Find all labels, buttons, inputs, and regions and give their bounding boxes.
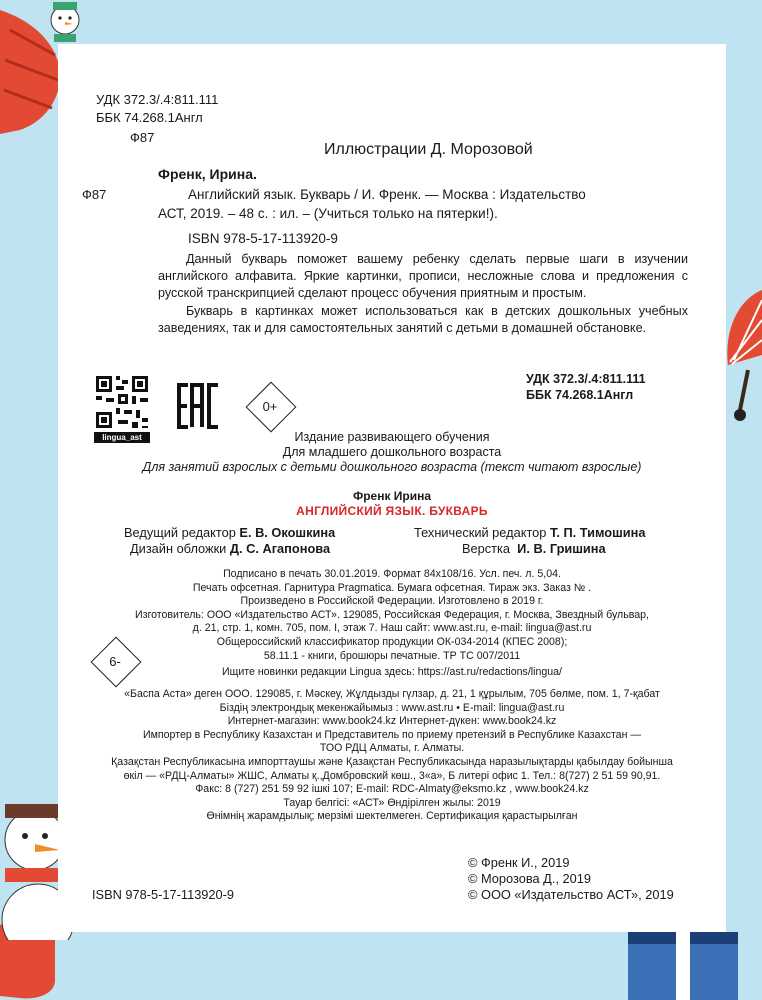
- cover-design-name: Д. С. Агапонова: [229, 541, 331, 556]
- kz-info-line: Интернет-магазин: www.book24.kz Интернет-дүкен: www.book24.kz: [227, 715, 557, 728]
- udk-code-right: УДК 372.3/.4:811.111: [526, 372, 646, 386]
- imprint-line: Произведено в Российской Федерации. Изготовлено в 2019 г.: [240, 595, 544, 608]
- imprint-line: Общероссийский классификатор продукции ОК-034-2014 (КПЕС 2008);: [216, 635, 568, 648]
- eac-certification-icon: [176, 382, 222, 430]
- author-heading: Френк, Ирина.: [158, 166, 257, 182]
- illustrator-credit: Иллюстрации Д. Морозовой: [324, 141, 533, 158]
- target-audience: Для младшего дошкольного возраста: [282, 445, 502, 459]
- kz-info-line: Факс: 8 (727) 251 59 92 ішкі 107; E-mail: RDC-Almaty@eksmo.kz , www.book24.kz: [195, 783, 589, 796]
- kz-info-line: Импортер в Республику Казахстан и Представитель по приему претензий в Республике Казахстан —: [143, 728, 641, 741]
- author-index-top: Ф87: [130, 130, 155, 145]
- kz-info-line: «Баспа Аста» деген ООО. 129085, г. Мәскеу, Жұлдызды гүлзар, д. 21, 1 құрылым, 705 бөлме, пом. 1, 7-қабат: [124, 688, 660, 700]
- kz-info-line: Тауар белгісі: «АСТ» Өндірілген жылы: 2019: [283, 796, 501, 809]
- imprint-line: Печать офсетная. Гарнитура Pragmatica. Бумага офсетная. Тираж экз. Заказ № .: [192, 581, 592, 594]
- annotation-paragraph-2: Букварь в картинках может использоваться как в детских дошкольных учебных заведениях, так и для самостоятельных занятий с детьми в домашней обстановке.: [158, 304, 688, 335]
- kz-info-line: өкіл — «РДЦ-Алматы» ЖШС, Алматы қ.,Домбровский көш., 3«а», Б литері офис 1. Тел.: 8(727) 2 51 59 90,91.: [123, 769, 661, 782]
- annotation: [158, 251, 688, 337]
- layout-name: И. В. Гришина: [517, 541, 606, 556]
- isbn-bottom: ISBN 978-5-17-113920-9: [92, 887, 235, 902]
- imprint-line: 58.11.1 - книги, брошюры печатные. ТР ТС 007/2011: [263, 649, 521, 662]
- udk-code-top: УДК 372.3/.4:811.111: [96, 92, 219, 107]
- imprint-block: [58, 568, 726, 663]
- copyright-line: © ООО «Издательство АСТ», 2019: [468, 887, 674, 902]
- kz-info-line: ТОО РДЦ Алматы, г. Алматы.: [319, 742, 465, 755]
- edition-type: Издание развивающего обучения: [294, 430, 490, 444]
- kz-info-line: Біздің электрондық мекенжайымыз : www.ast.ru • E-mail: lingua@ast.ru: [219, 701, 565, 714]
- audience-note: Для занятий взрослых с детьми дошкольного возраста (текст читают взрослые): [142, 460, 642, 474]
- qr-code-label: lingua_ast: [94, 432, 150, 443]
- kazakhstan-info-block: [58, 688, 726, 824]
- copyright-block: [468, 855, 674, 903]
- author-index-left: Ф87: [82, 187, 107, 202]
- lead-editor-label: Ведущий редактор: [124, 525, 236, 540]
- copyright-page: [58, 44, 726, 932]
- layout-credit: [462, 541, 606, 557]
- cover-design-credit: [130, 541, 330, 557]
- tech-editor-label: Технический редактор: [414, 525, 547, 540]
- imprint-line: Изготовитель: ООО «Издательство АСТ». 129085, Российская Федерация, г. Москва, Звездный бульвар,: [135, 608, 649, 621]
- age-rating-6-label: 6-: [109, 654, 121, 669]
- imprint-line: д. 21, стр. 1, комн. 705, пом. I, этаж 7. Наш сайт: www.ast.ru, e-mail: lingua@ast.ru: [192, 622, 592, 635]
- bibliographic-line-1: Английский язык. Букварь / И. Френк. — Москва : Издательство: [188, 187, 586, 202]
- copyright-line: © Френк И., 2019: [468, 855, 570, 870]
- lingua-link: Ищите новинки редакции Lingua здесь: https://ast.ru/redactions/lingua/: [222, 666, 562, 678]
- author-name: Френк Ирина: [352, 489, 432, 503]
- tech-editor-name: Т. П. Тимошина: [549, 525, 646, 540]
- kz-info-line: Қазақстан Республикасына импорттаушы және Қазақстан Республикасында наразылықтарды қабылдау бойынша: [111, 755, 673, 768]
- kz-info-line: Өнімнің жарамдылық; мерзімі шектелмеген. Сертификация қарастырылған: [206, 810, 578, 823]
- bbk-code-right: ББК 74.268.1Англ: [526, 388, 634, 402]
- copyright-line: © Морозова Д., 2019: [468, 871, 591, 886]
- gift-illustration: [628, 928, 738, 1000]
- cover-design-label: Дизайн обложки: [130, 541, 227, 556]
- layout-label: Верстка: [462, 541, 511, 556]
- isbn-top: ISBN 978-5-17-113920-9: [188, 231, 338, 246]
- tech-editor-credit: [414, 525, 645, 541]
- bbk-code-top: ББК 74.268.1Англ: [96, 110, 203, 125]
- book-title: АНГЛИЙСКИЙ ЯЗЫК. БУКВАРЬ: [296, 504, 488, 518]
- bibliographic-line-2: АСТ, 2019. – 48 с. : ил. – (Учиться только на пятерки!).: [158, 206, 498, 221]
- lead-editor-name: Е. В. Окошкина: [239, 525, 336, 540]
- age-rating-label: 0+: [262, 399, 278, 414]
- qr-code-icon: [94, 374, 150, 430]
- lead-editor-credit: [124, 525, 335, 541]
- imprint-line: Подписано в печать 30.01.2019. Формат 84x108/16. Усл. печ. л. 5,04.: [223, 568, 561, 580]
- annotation-paragraph-1: Данный букварь поможет вашему ребенку сделать первые шаги в изучении английского алфавита. Яркие картинки, прописи, несложные слова и предложения с русской транскрипцией сделают процесс обучения приятным и простым.: [158, 252, 688, 300]
